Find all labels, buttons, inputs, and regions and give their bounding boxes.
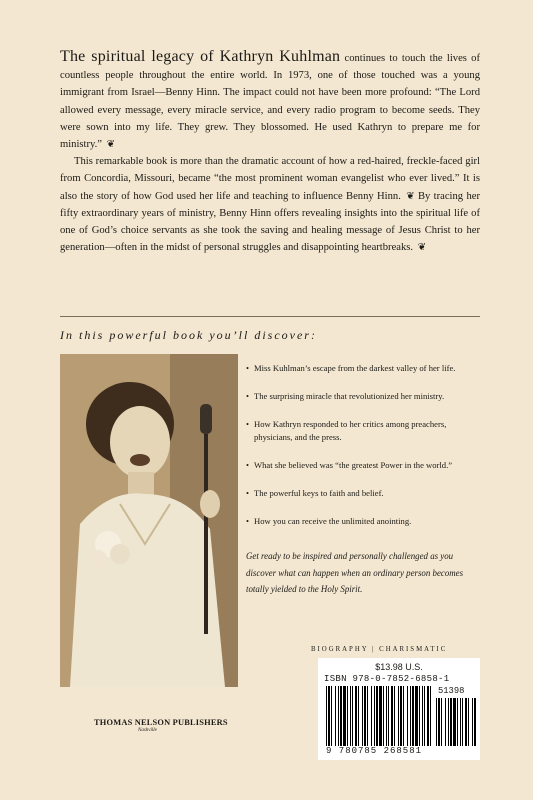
portrait-illustration (60, 354, 238, 687)
ean-number: 9 780785 268581 (326, 746, 423, 756)
bullet-icon: • (246, 460, 250, 470)
bullet-icon: • (246, 516, 250, 526)
discover-heading: In this powerful book you’ll discover: (60, 328, 317, 342)
ean-barcode-icon (326, 686, 432, 746)
price-label: $13.98 U.S. (375, 662, 423, 672)
bullet-icon: • (246, 488, 250, 498)
publisher-name: THOMAS NELSON PUBLISHERS (94, 718, 228, 727)
bullet-icon: • (246, 391, 250, 401)
category-label: BIOGRAPHY | CHARISMATIC (311, 646, 448, 653)
intro-paragraph-2b-text: By tracing her fifty extraordinary years of ministry, Benny Hinn offers revealing insights into the spiritual life of one of God’s choice servants as she took the saving and healing message of Jesus Christ to her generation—often in the midst of personal struggles and disappointing heartbreaks. (60, 190, 480, 254)
intro-paragraph-1 (60, 48, 480, 153)
list-item (246, 418, 486, 444)
bullet-icon: • (246, 363, 250, 373)
list-item-text: How Kathryn responded to her critics among preachers, physicians, and the press. (254, 419, 447, 442)
list-item (246, 362, 486, 375)
author-photo (60, 354, 238, 687)
closing-statement: Get ready to be inspired and personally challenged as you discover what can happen when an ordinary person becomes totally yielded to the Holy Spirit. (246, 551, 464, 594)
list-item (246, 459, 486, 472)
addon-barcode-icon (436, 698, 476, 746)
list-item-text: How you can receive the unlimited anointing. (254, 516, 412, 526)
list-item-text: What she believed was “the greatest Power in the world.” (254, 460, 453, 470)
list-item-text: Miss Kuhlman’s escape from the darkest valley of her life. (254, 363, 456, 373)
isbn-label: ISBN 978-0-7852-6858-1 (324, 674, 450, 684)
fleuron-icon: ❦ (106, 139, 116, 151)
fleuron-icon: ❦ (417, 242, 427, 254)
list-item (246, 390, 486, 403)
list-item (246, 487, 486, 500)
list-item (246, 515, 486, 528)
section-divider (60, 316, 480, 317)
addon-number: 51398 (438, 686, 465, 696)
intro-paragraph-2-text: This remarkable book is more than the dramatic account of how a red-haired, freckle-faced girl from Concordia, Missouri, became “the most prominent woman evangelist who ever lived.” It is also the story of how God used her life and teaching to influence Benny Hinn. (60, 156, 480, 202)
lead-phrase: The spiritual legacy of Kathryn Kuhlman (60, 48, 341, 65)
intro-paragraph-1-text: continues to touch the lives of countless people throughout the entire world. In 1973, one of those touched was a young immigrant from Israel—Benny Hinn. The impact could not have been more profound: “The Lord allowed every message, every miracle service, and every radio program to become seeds. They were sown into my life. They grew. They blossomed. He used Kathryn to prepare me for ministry.” (60, 53, 480, 151)
fleuron-icon: ❦ (406, 190, 415, 202)
intro-text (60, 48, 480, 256)
bullet-icon: • (246, 419, 250, 429)
list-item-text: The powerful keys to faith and belief. (254, 488, 384, 498)
barcode-block (318, 658, 480, 760)
bullet-list (246, 362, 486, 543)
list-item-text: The surprising miracle that revolutionized her ministry. (254, 391, 445, 401)
intro-paragraph-2 (60, 153, 480, 256)
publisher-city: Nashville (138, 728, 157, 733)
